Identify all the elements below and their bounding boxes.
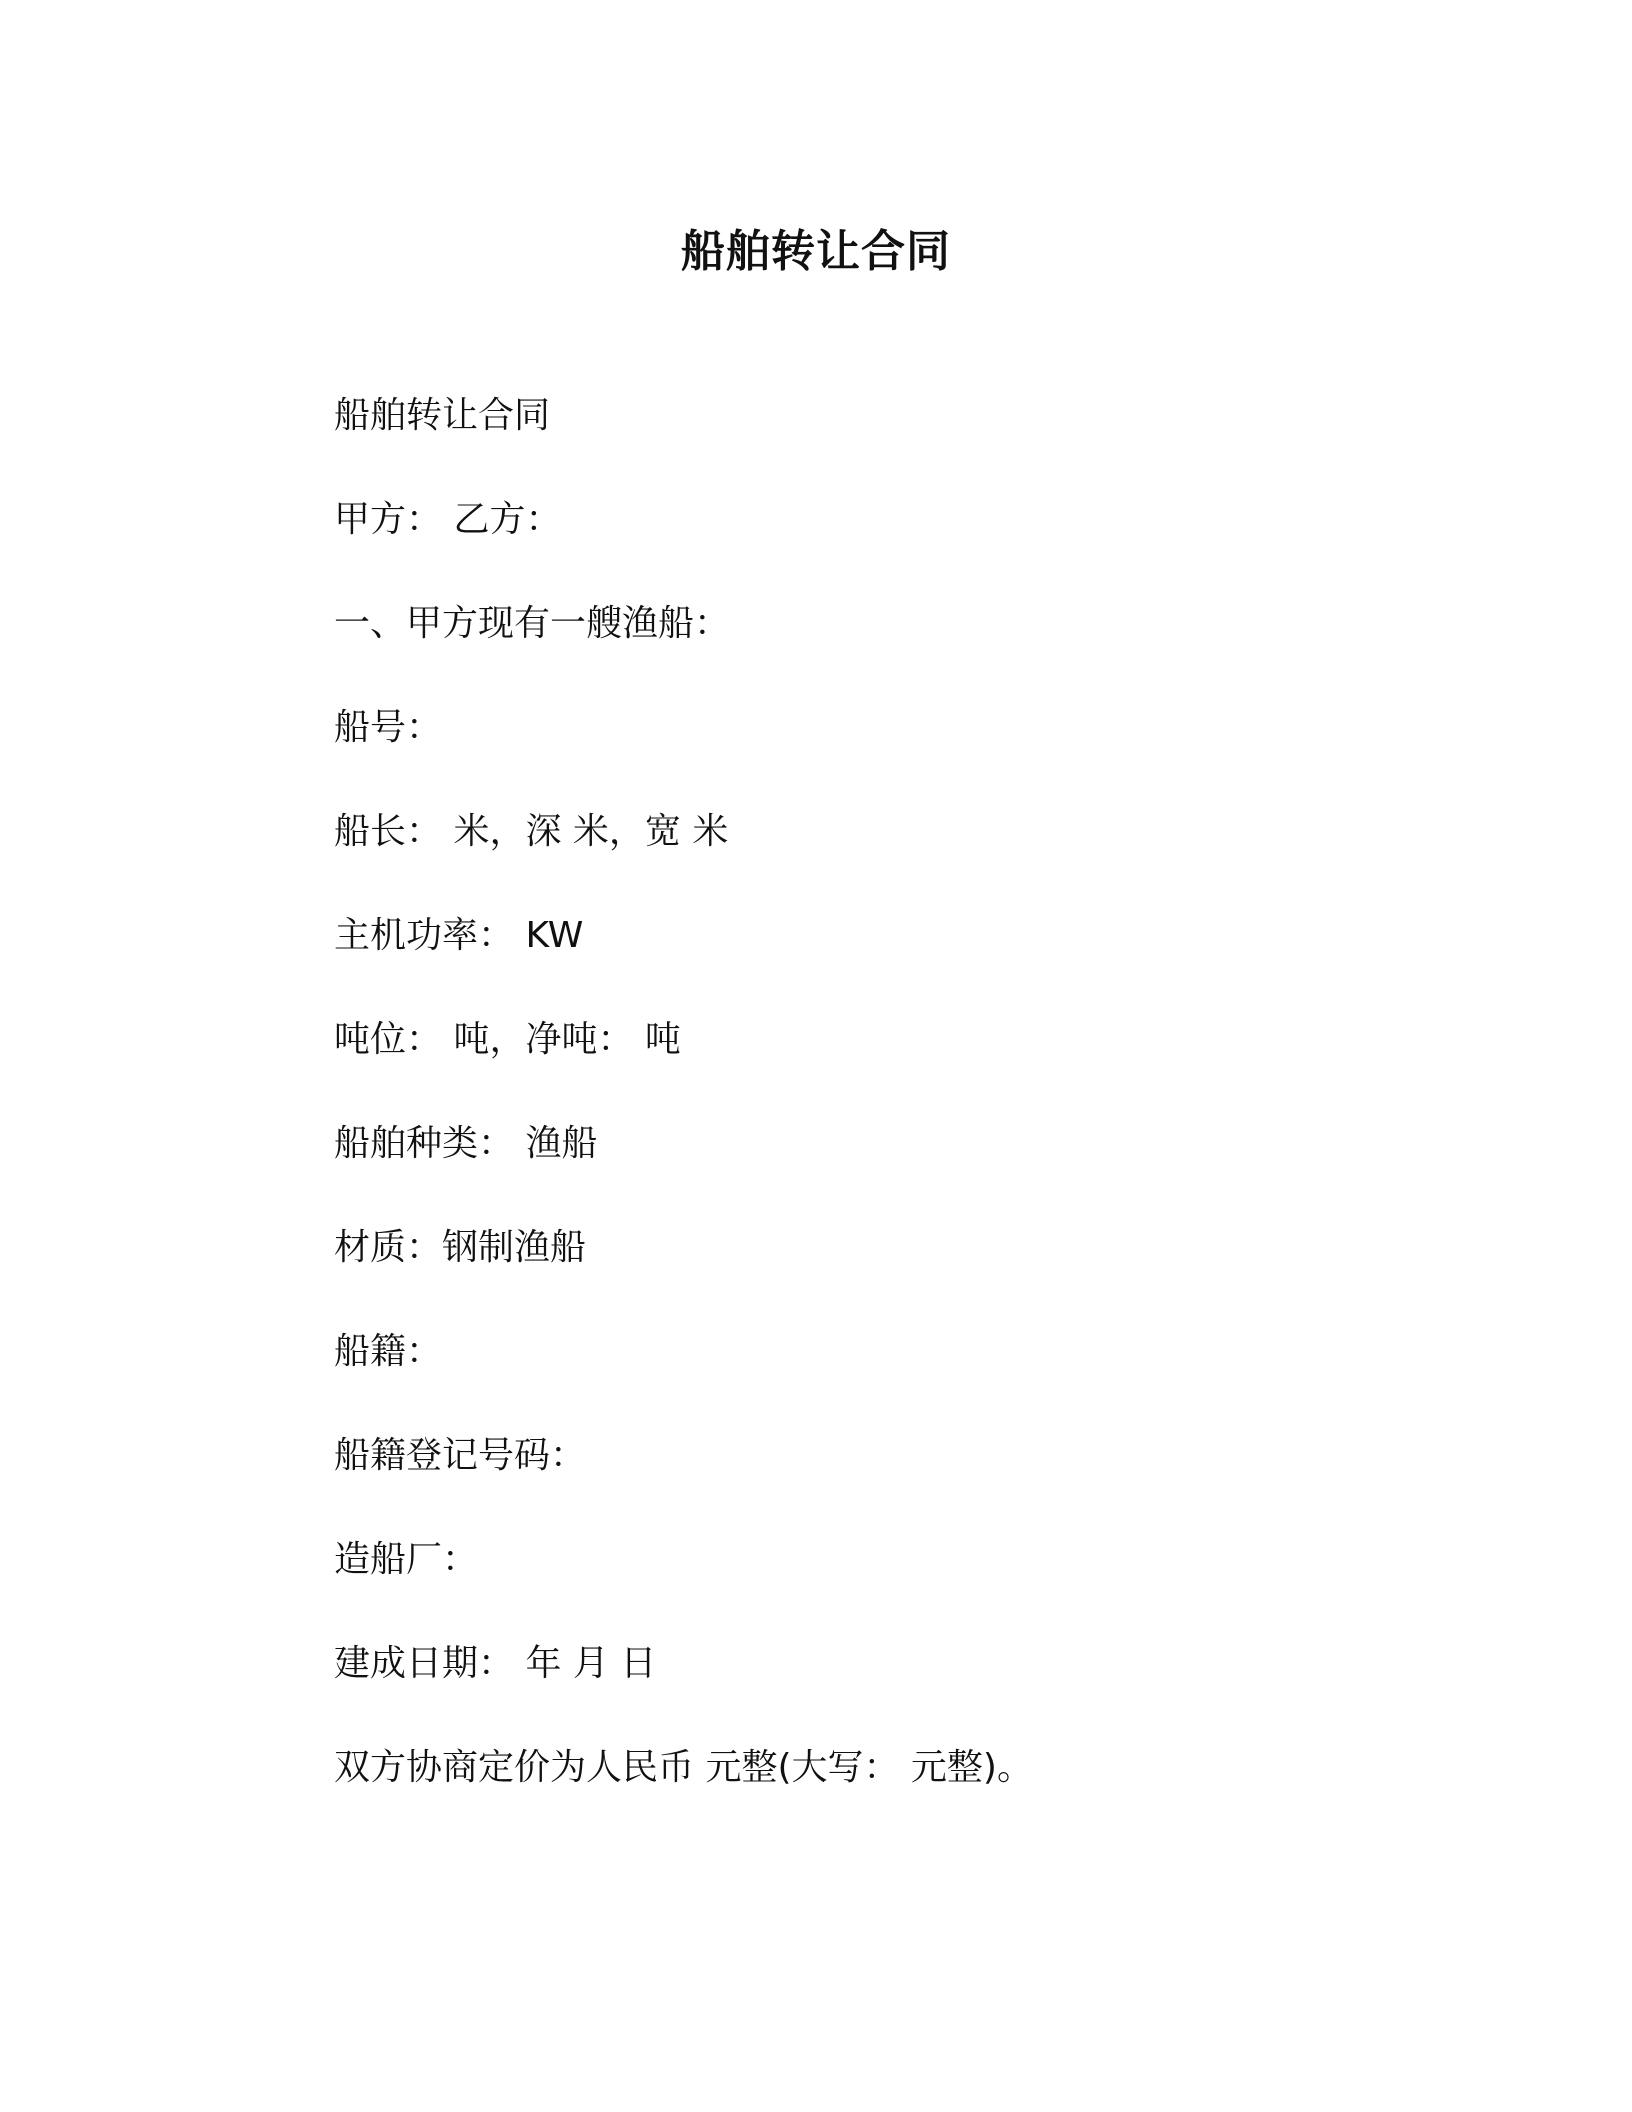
body-line-price: 双方协商定价为人民币 元整(大写： 元整)。 [334, 1747, 1033, 1788]
document-title: 船舶转让合同 [681, 226, 951, 277]
body-line-build-date: 建成日期： 年 月 日 [334, 1643, 657, 1684]
body-line-clause-one: 一、甲方现有一艘渔船： [334, 603, 731, 644]
body-line-heading: 船舶转让合同 [334, 395, 551, 436]
document-body [334, 392, 1334, 1848]
body-line-registry-number: 船籍登记号码： [334, 1435, 587, 1476]
body-line-tonnage: 吨位： 吨，净吨： 吨 [334, 1019, 681, 1060]
body-line-registry: 船籍： [334, 1331, 443, 1372]
body-line-parties: 甲方： 乙方： [334, 499, 562, 540]
body-line-ship-type: 船舶种类： 渔船 [334, 1123, 598, 1164]
body-line-ship-number: 船号： [334, 707, 443, 748]
body-line-engine-power: 主机功率： KW [334, 915, 584, 956]
body-line-material: 材质：钢制渔船 [334, 1227, 587, 1268]
body-line-dimensions: 船长： 米，深 米，宽 米 [334, 811, 729, 852]
body-line-shipyard: 造船厂： [334, 1539, 479, 1580]
